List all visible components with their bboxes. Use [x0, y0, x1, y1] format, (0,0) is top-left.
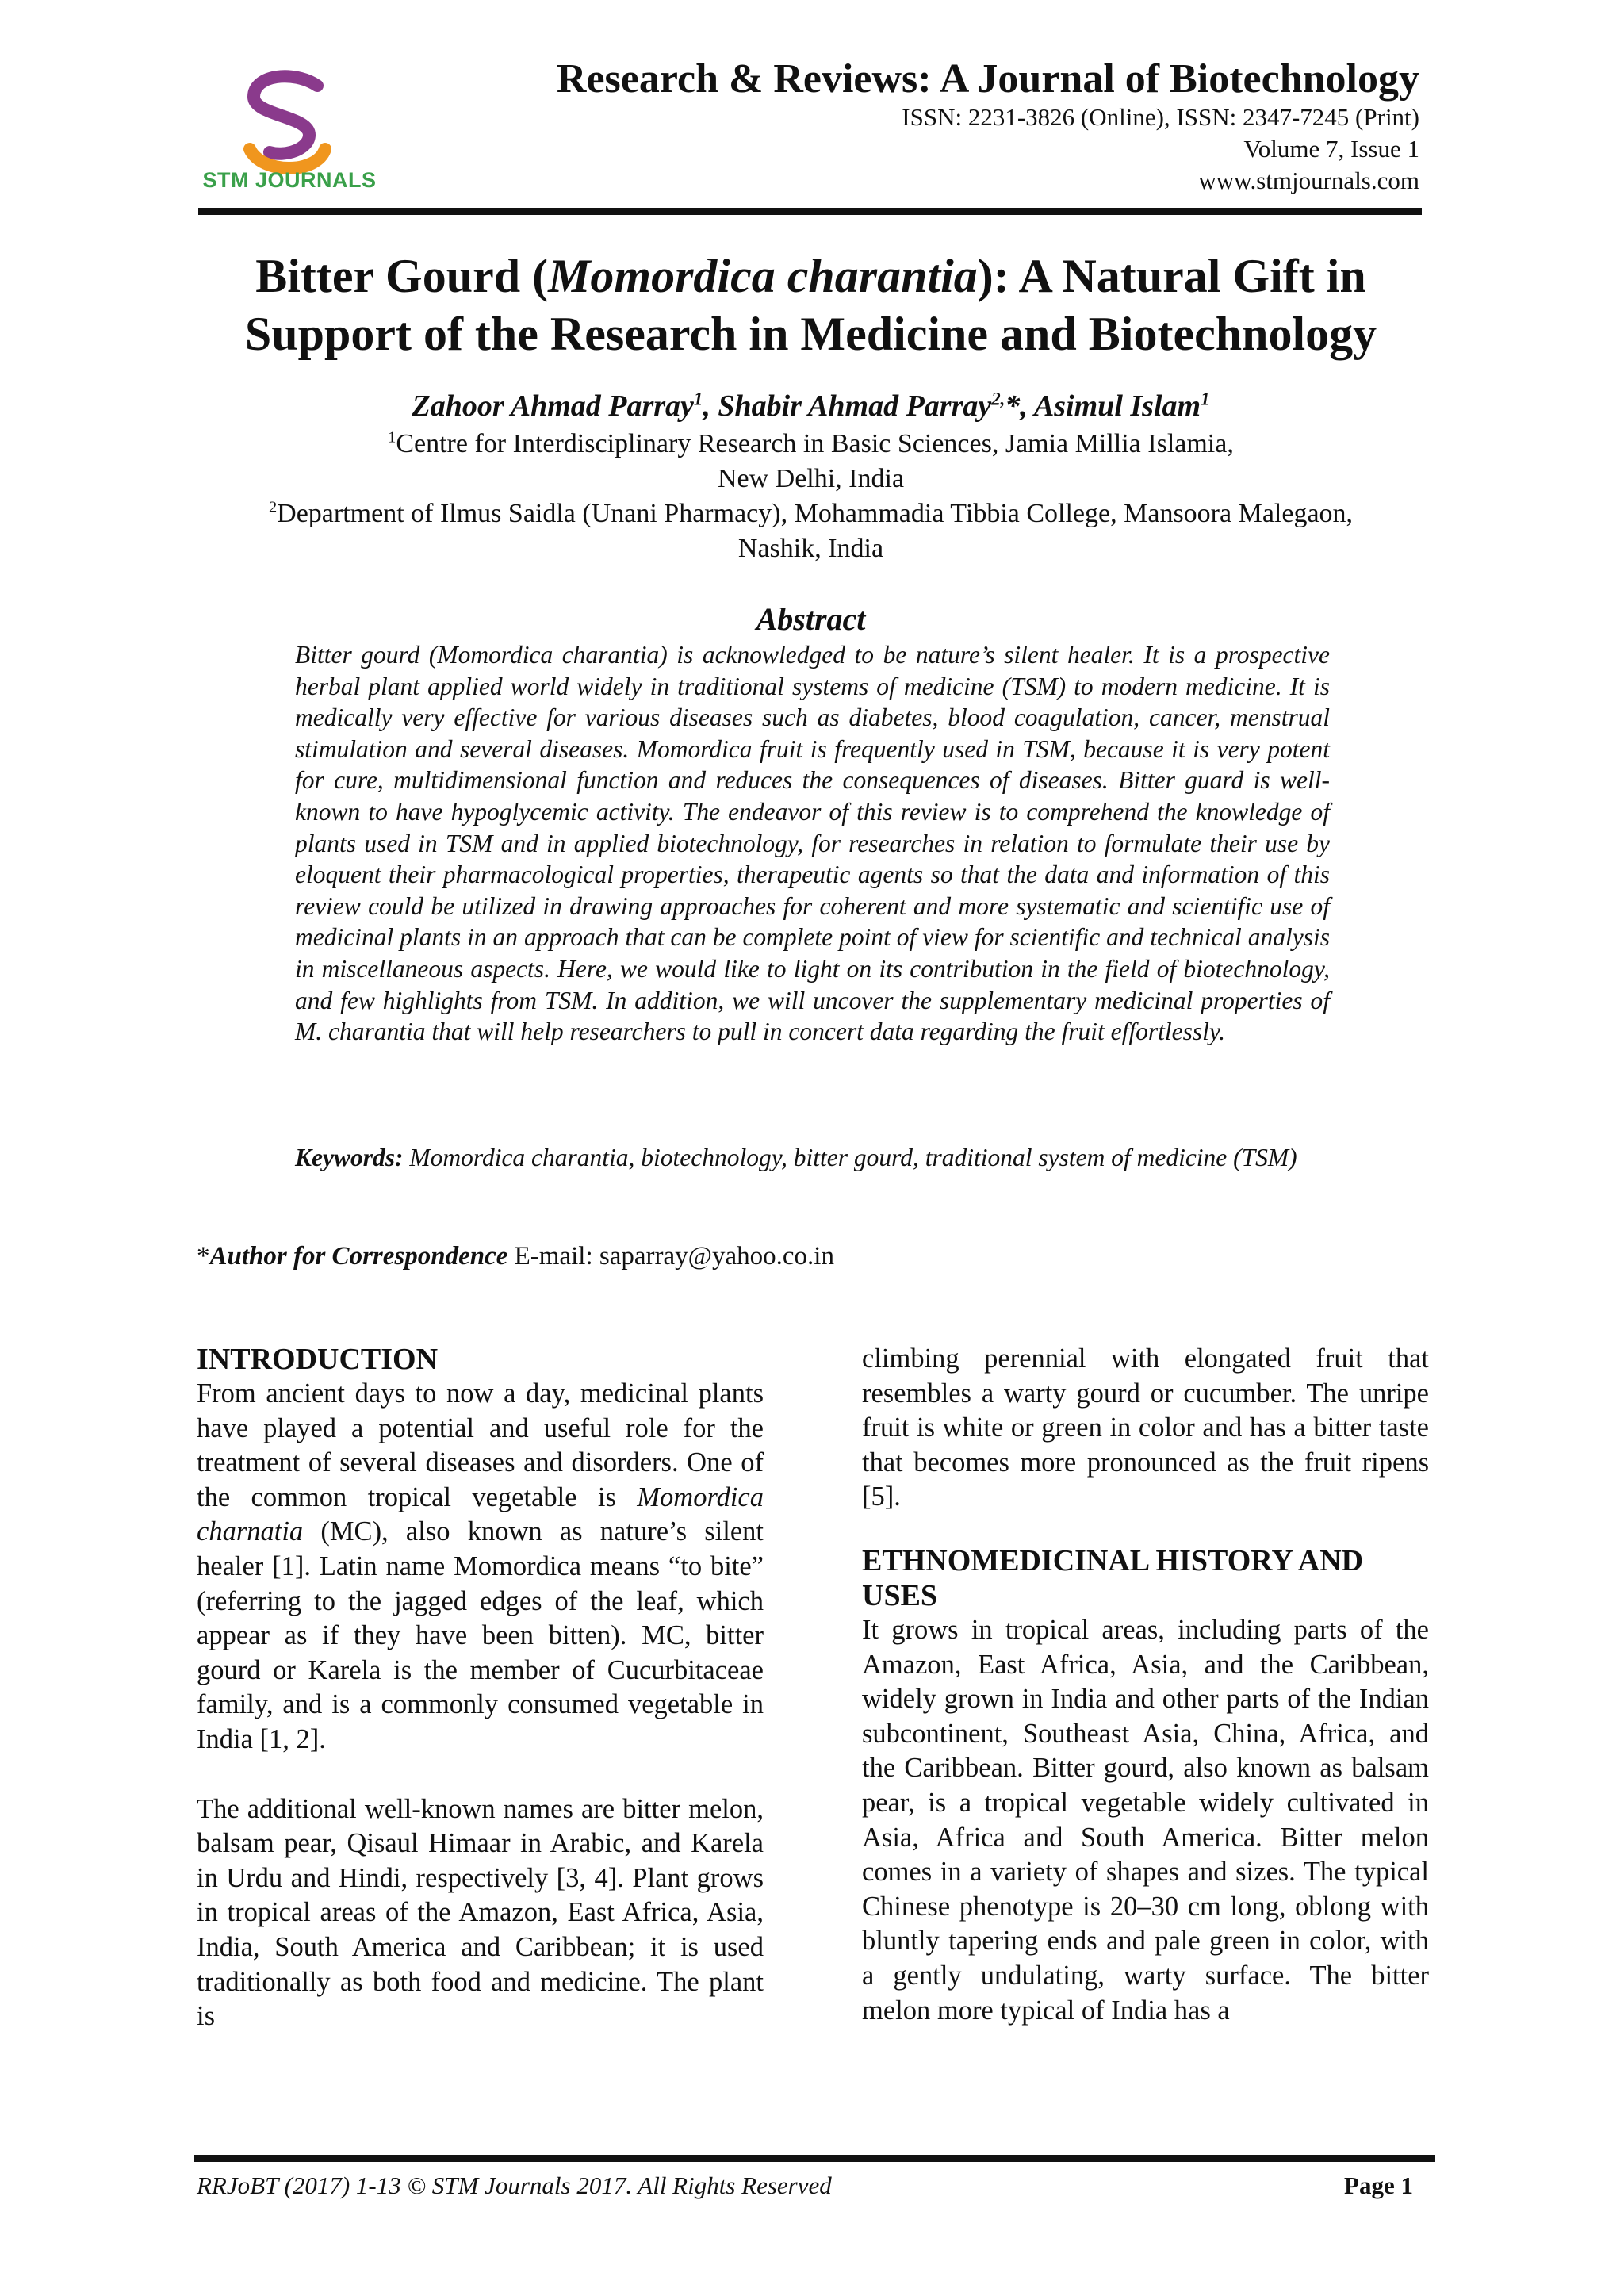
journal-website-link[interactable]: www.stmjournals.com: [1198, 167, 1419, 194]
abstract-heading: Abstract: [756, 601, 866, 637]
affiliation-1: $^1$Centre for Interdisciplinary Research in Basic Sciences, Jamia Millia Islamia, New Delhi, India: [388, 428, 1234, 493]
paragraph: The additional well-known names are bitter melon, balsam pear, Qisaul Himaar in Arabic, and Karela in Urdu and Hindi, respectively [3, 4]. Plant grows in tropical areas of the Amazon, East Africa, Asia, India, South America and Caribbean; it is used traditionally as both food and medicine. The plant is: [197, 1793, 764, 2032]
author-name: Shabir Ahmad Parray: [718, 389, 992, 423]
section-heading-ethnomedicinal: ETHNOMEDICINAL HISTORY AND USES: [862, 1543, 1364, 1612]
section-heading-introduction: INTRODUCTION: [197, 1343, 439, 1376]
affiliation-2: $^2$Department of Ilmus Saidla (Unani Pharmacy), Mohammadia Tibbia College, Mansoora Malegaon, Nashik, India: [268, 498, 1354, 563]
author-list: Zahoor Ahmad Parray$^1$, Shabir Ahmad Parray$^{2,}$*, Asimul Islam$^1$: [412, 389, 1210, 423]
abstract-text: Bitter gourd (Momordica charantia) is acknowledged to be nature’s silent healer. It is a prospective herbal plant applied world widely in traditional systems of medicine (TSM) to modern medicine. It is medically very effective for various diseases such as diabetes, blood coagulation, cancer, menstrual stimulation and several diseases. Momordica fruit is frequently used in TSM, because it is very potent for cure, multidimensional function and reduces the consequences of diseases. Bitter guard is well-known to have hypoglycemic activity. The endeavor of this review is to comprehend the knowledge of plants used in TSM and in applied biotechnology, for researches in relation to formulate their use by eloquent their pharmacological properties, therapeutic agents so that the data and information of this review could be utilized in drawing approaches for coherent and more systematic and scientific use of medicinal plants in an approach that can be complete point of view for scientific and technical analysis in miscellaneous aspects. Here, we would like to light on its contribution in the field of biotechnology, and few highlights from TSM. In addition, we will uncover the supplementary medicinal properties of M. charantia that will help researchers to pull in concert data regarding the fruit effortlessly.: [295, 641, 1330, 1046]
keywords: Keywords: Momordica charantia, biotechnology, bitter gourd, traditional system of medicine (TSM): [295, 1144, 1297, 1171]
keywords-label: Keywords:: [295, 1144, 404, 1171]
paper-title: Bitter Gourd (Momordica charantia): A Natural Gift in Support of the Research in Medicine and Biotechnology: [244, 250, 1377, 360]
logo-text: STM JOURNALS: [202, 168, 377, 192]
right-column: [862, 1342, 1429, 2028]
volume-issue: Volume 7, Issue 1: [1243, 135, 1419, 163]
paragraph: From ancient days to now a day, medicinal plants have played a potential and useful role for the treatment of several diseases and disorders. One of the common tropical vegetable is Momordica charnatia (MC), also known as nature’s silent healer [1]. Latin name Momordica means “to bite” (referring to the jagged edges of the leaf, which appear as if they have been bitten). MC, bitter gourd or Karela is the member of Cucurbitaceae family, and is a commonly consumed vegetable in India [1, 2].: [197, 1378, 764, 1754]
correspondence-email[interactable]: E-mail: saparray@yahoo.co.in: [508, 1242, 834, 1271]
header-divider: [198, 208, 1422, 215]
paragraph: climbing perennial with elongated fruit that resembles a warty gourd or cucumber. The unripe fruit is white or green in color and has a bitter taste that becomes more pronounced as the fruit ripens [5].: [862, 1343, 1429, 1512]
page-number: Page 1: [1344, 2171, 1413, 2199]
correspondence-label: Author for Correspondence: [209, 1242, 508, 1271]
author-name: Asimul Islam: [1033, 389, 1201, 423]
left-column: [197, 1342, 764, 2034]
correspondence: *Author for Correspondence E-mail: saparray@yahoo.co.in: [197, 1242, 834, 1271]
paragraph: It grows in tropical areas, including parts of the Amazon, East Africa, Asia, and the Caribbean, widely grown in India and other parts of the Indian subcontinent, Southeast Asia, China, Africa, and the Caribbean. Bitter gourd, also known as balsam pear, is a tropical vegetable widely cultivated in Asia, Africa and South America. Bitter melon comes in a variety of shapes and sizes. The typical Chinese phenotype is 20–30 cm long, oblong with bluntly tapering ends and pale green in color, with a gently undulating, warty surface. The bitter melon more typical of India has a: [862, 1614, 1429, 2026]
author-name: Zahoor Ahmad Parray: [412, 389, 694, 423]
footer-divider: [194, 2155, 1435, 2162]
footer-citation: RRJoBT (2017) 1-13 © STM Journals 2017. All Rights Reserved: [197, 2171, 832, 2199]
journal-title: Research & Reviews: A Journal of Biotechnology: [556, 56, 1419, 102]
issn: ISSN: 2231-3826 (Online), ISSN: 2347-7245 (Print): [902, 103, 1419, 131]
